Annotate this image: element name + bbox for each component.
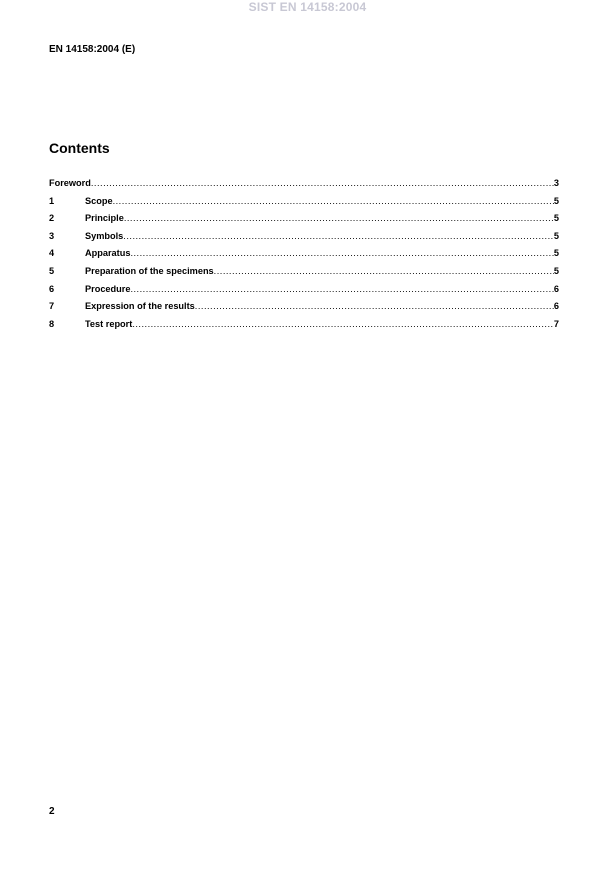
toc-entry-page: 6 xyxy=(553,283,559,294)
toc-leader-dots xyxy=(130,248,553,258)
toc-entry-number: 5 xyxy=(49,265,55,276)
toc-entry-title[interactable]: Test report xyxy=(85,318,133,329)
toc-entry-procedure[interactable] xyxy=(49,284,559,302)
table-of-contents xyxy=(49,178,559,336)
toc-entry-page: 3 xyxy=(553,178,559,188)
toc-entry-title[interactable]: Symbols xyxy=(85,230,124,241)
toc-entry-page: 5 xyxy=(553,248,559,259)
toc-entry-number: 2 xyxy=(49,213,55,224)
toc-entry-title[interactable]: Principle xyxy=(85,213,124,224)
toc-entry-test-report[interactable] xyxy=(49,319,559,337)
toc-leader-dots xyxy=(91,178,554,188)
toc-leader-dots xyxy=(123,231,554,241)
watermark: SIST EN 14158:2004 xyxy=(248,0,367,14)
toc-entry-title[interactable]: Foreword xyxy=(49,178,91,188)
toc-entry-page: 7 xyxy=(553,318,559,329)
toc-leader-dots xyxy=(113,196,554,206)
toc-leader-dots xyxy=(130,284,553,294)
toc-entry-preparation[interactable] xyxy=(49,266,559,284)
toc-entry-title[interactable]: Procedure xyxy=(85,283,131,294)
toc-entry-page: 5 xyxy=(553,195,559,206)
toc-entry-expression[interactable] xyxy=(49,301,559,319)
toc-entry-scope[interactable] xyxy=(49,196,559,214)
toc-entry-principle[interactable] xyxy=(49,213,559,231)
toc-entry-title[interactable]: Preparation of the specimens xyxy=(85,265,214,276)
toc-entry-page: 5 xyxy=(553,230,559,241)
toc-entry-title[interactable]: Apparatus xyxy=(85,248,131,259)
contents-heading: Contents xyxy=(49,140,110,156)
toc-entry-page: 5 xyxy=(553,265,559,276)
toc-leader-dots xyxy=(195,301,554,311)
toc-entry-number: 3 xyxy=(49,230,55,241)
toc-entry-foreword[interactable] xyxy=(49,178,559,196)
toc-entry-title[interactable]: Expression of the results xyxy=(85,301,195,312)
page-number: 2 xyxy=(49,806,55,817)
toc-entry-number: 7 xyxy=(49,301,55,312)
toc-leader-dots xyxy=(214,266,554,276)
toc-entry-page: 5 xyxy=(553,213,559,224)
toc-entry-symbols[interactable] xyxy=(49,231,559,249)
toc-entry-apparatus[interactable] xyxy=(49,248,559,266)
toc-entry-number: 1 xyxy=(49,195,55,206)
toc-leader-dots xyxy=(124,213,554,223)
document-id: EN 14158:2004 (E) xyxy=(49,44,136,55)
toc-entry-title[interactable]: Scope xyxy=(85,195,113,206)
toc-entry-number: 6 xyxy=(49,283,55,294)
toc-leader-dots xyxy=(132,319,554,329)
toc-entry-number: 4 xyxy=(49,248,55,259)
toc-entry-number: 8 xyxy=(49,318,55,329)
toc-entry-page: 6 xyxy=(553,301,559,312)
